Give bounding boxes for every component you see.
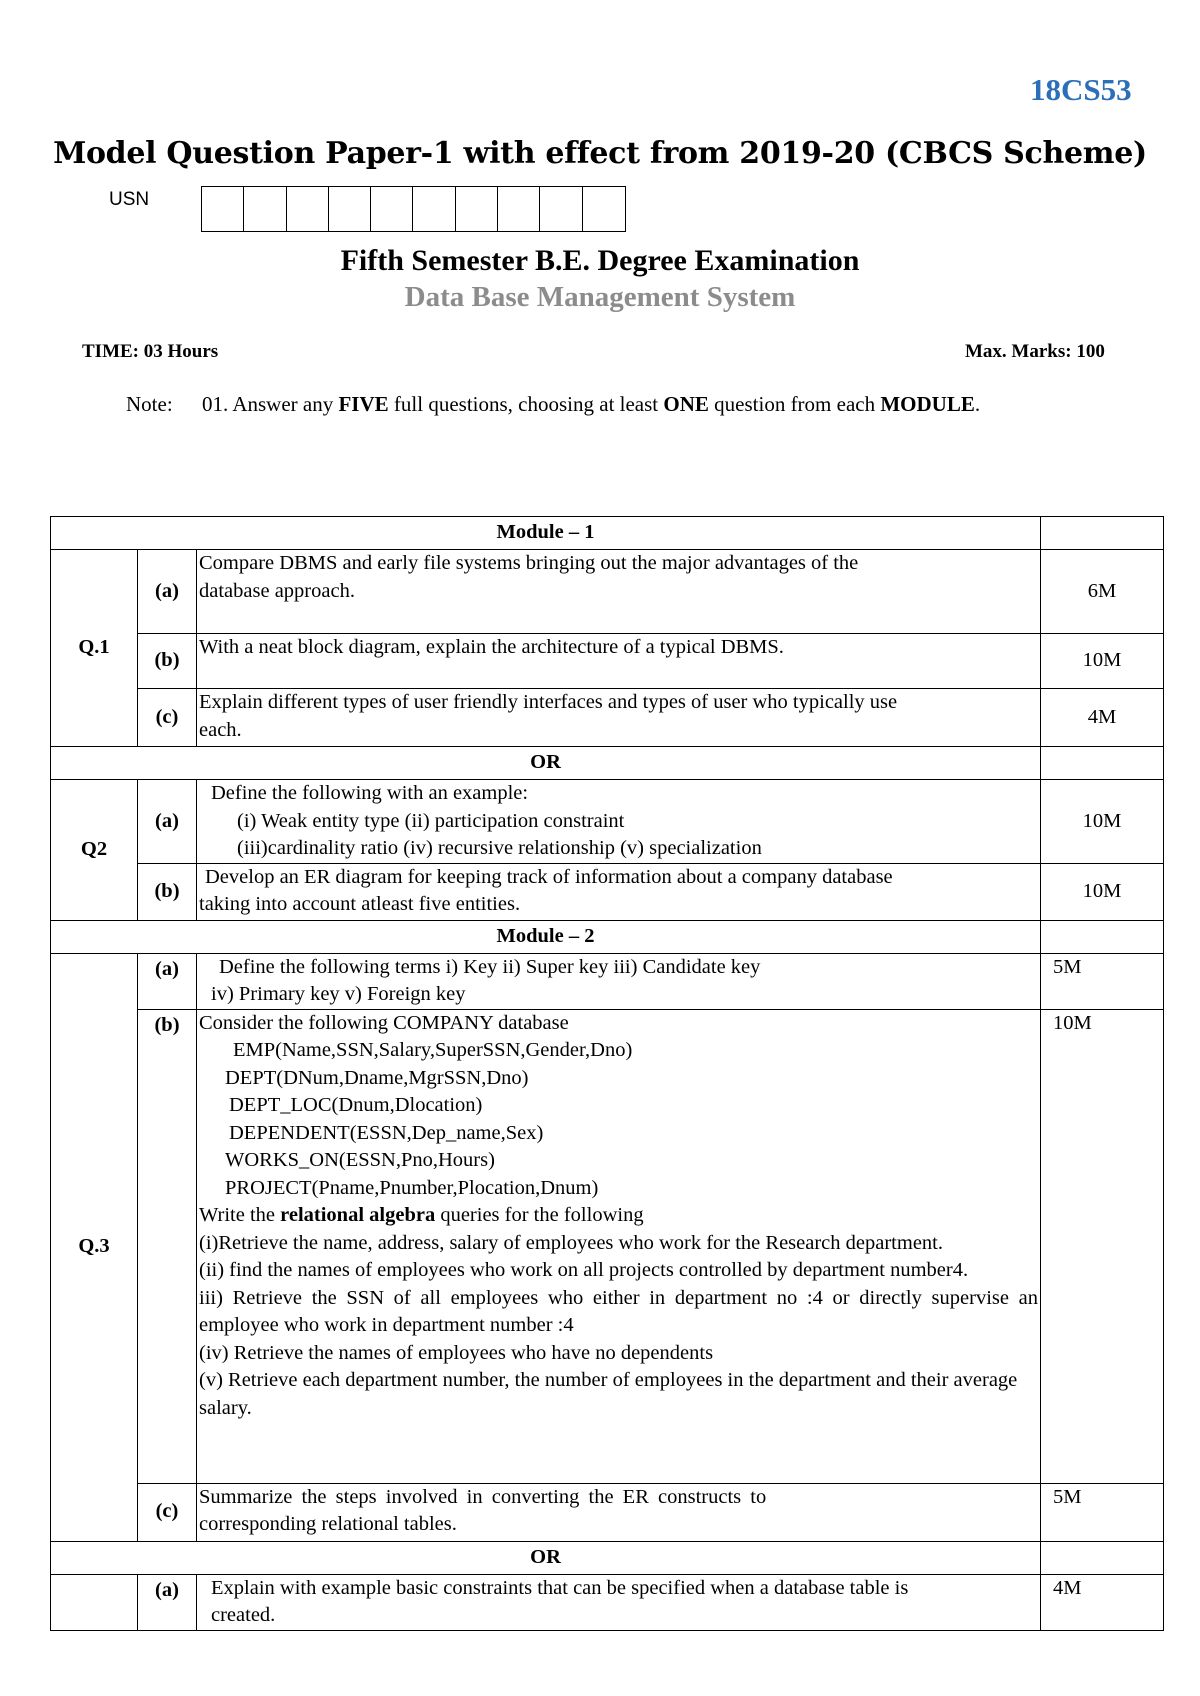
query-item: (i)Retrieve the name, address, salary of employees who work for the Research department. (199, 1231, 943, 1254)
usn-label: USN (109, 189, 150, 210)
question-text: Summarize the steps involved in converting the ER constructs to corresponding relational tables. (197, 1483, 1041, 1541)
question-row (51, 1009, 1164, 1483)
marks: 10M (1041, 1009, 1164, 1483)
question-table (50, 516, 1164, 1631)
question-text: Develop an ER diagram for keeping track of information about a company database taking into account atleast five entities. (197, 863, 1041, 920)
question-text: Define the following with an example: (i) Weak entity type (ii) participation constraint (iii)cardinality ratio (iv) recursive relationship (v) specialization (197, 780, 1041, 864)
marks: 6M (1041, 550, 1164, 634)
usn-box (329, 187, 371, 231)
question-text: With a neat block diagram, explain the architecture of a typical DBMS. (197, 634, 1041, 689)
schema-line: PROJECT(Pname,Pnumber,Plocation,Dnum) (225, 1176, 599, 1199)
sub-label: (a) (138, 780, 197, 864)
module-1-header (51, 517, 1164, 550)
question-row (51, 689, 1164, 747)
sub-label: (c) (138, 689, 197, 747)
usn-box (287, 187, 329, 231)
question-row (51, 780, 1164, 864)
or-row (51, 747, 1164, 780)
query-item: (ii) find the names of employees who work on all projects controlled by department number4. (199, 1259, 969, 1281)
question-text: Explain with example basic constraints that can be specified when a database table is created. (197, 1574, 1041, 1630)
question-text: Define the following terms i) Key ii) Super key iii) Candidate key iv) Primary key v) Foreign key (197, 953, 1041, 1009)
question-text: Compare DBMS and early file systems bringing out the major advantages of the database approach. (197, 550, 1041, 634)
question-label: Q.1 (51, 550, 138, 747)
marks: 10M (1041, 634, 1164, 689)
question-label: Q2 (51, 780, 138, 921)
module-heading: Module – 2 (51, 920, 1041, 953)
usn-box (498, 187, 540, 231)
question-label: Q.3 (51, 953, 138, 1541)
query-item: (v) Retrieve each department number, the number of employees in the department and their average salary. (199, 1369, 1018, 1419)
marks: 4M (1041, 689, 1164, 747)
question-row (51, 634, 1164, 689)
note-text: 01. Answer any FIVE full questions, choosing at least ONE question from each MODULE. (202, 392, 981, 416)
marks: 5M (1041, 1483, 1164, 1541)
schema-line: EMP(Name,SSN,Salary,SuperSSN,Gender,Dno) (233, 1039, 633, 1061)
query-item: (iv) Retrieve the names of employees who have no dependents (199, 1341, 714, 1364)
usn-box (202, 187, 244, 231)
question-row (51, 953, 1164, 1009)
marks: 4M (1041, 1574, 1164, 1630)
max-marks: Max. Marks: 100 (965, 341, 1105, 362)
schema-line: WORKS_ON(ESSN,Pno,Hours) (225, 1149, 495, 1171)
usn-box (583, 187, 625, 231)
schema-line: DEPT(DNum,Dname,MgrSSN,Dno) (225, 1066, 529, 1089)
sub-label: (a) (138, 1574, 197, 1630)
question-row (51, 863, 1164, 920)
question-row (51, 550, 1164, 634)
marks: 10M (1041, 863, 1164, 920)
marks: 10M (1041, 780, 1164, 864)
note-label: Note: (126, 392, 173, 416)
exam-time: TIME: 03 Hours (82, 341, 219, 362)
subject-code: 18CS53 (1030, 72, 1132, 107)
question-row (51, 1574, 1164, 1630)
query-item: iii) Retrieve the SSN of all employees who either in department no :4 or directly supervise an employee who work in department number :4 (199, 1286, 1038, 1336)
usn-boxes (201, 186, 626, 232)
exam-title: Fifth Semester B.E. Degree Examination (340, 244, 860, 277)
usn-box (540, 187, 582, 231)
question-text: Explain different types of user friendly interfaces and types of user who typically use each. (197, 689, 1041, 747)
sub-label: (b) (138, 1009, 197, 1483)
sub-label: (b) (138, 634, 197, 689)
schema-line: DEPENDENT(ESSN,Dep_name,Sex) (229, 1121, 544, 1144)
schema-line: DEPT_LOC(Dnum,Dlocation) (229, 1094, 483, 1116)
question-label (51, 1574, 138, 1630)
marks: 5M (1041, 953, 1164, 1009)
sub-label: (a) (138, 550, 197, 634)
or-row (51, 1541, 1164, 1574)
subject-title: Data Base Management System (404, 281, 796, 313)
usn-box (371, 187, 413, 231)
question-text: Consider the following COMPANY database EMP(Name,SSN,Salary,SuperSSN,Gender,Dno) DEPT(DNum,Dname,MgrSSN,Dno) DEPT_LOC(Dnum,Dlocation) DEPENDENT(ESSN,Dep_name,Sex) WORKS_ON(ESSN,Pno,Hours) PROJECT(Pname,Pnumber,Plocation,Dnum) Write the relational algebra queries for the following (i)Retrieve the name, address, salary of employees who work for the Research department. (ii) find the names of employees who work on all projects controlled by department number4. iii) Retrieve the SSN of all employees who either in department no :4 or directly supervise an employee who work in department number :4 (iv) Retrieve the names of employees who have no dependents (v) Retrieve each department number, the number of employees in the department and their average salary. (197, 1009, 1041, 1483)
sub-label: (c) (138, 1483, 197, 1541)
sub-label: (b) (138, 863, 197, 920)
usn-box (244, 187, 286, 231)
or-label: OR (51, 747, 1041, 780)
paper-title: Model Question Paper-1 with effect from 2019-20 (CBCS Scheme) (53, 136, 1147, 171)
or-label: OR (51, 1541, 1041, 1574)
question-row (51, 1483, 1164, 1541)
usn-box (456, 187, 498, 231)
sub-label: (a) (138, 953, 197, 1009)
module-heading: Module – 1 (51, 517, 1041, 550)
usn-box (413, 187, 455, 231)
module-2-header (51, 920, 1164, 953)
